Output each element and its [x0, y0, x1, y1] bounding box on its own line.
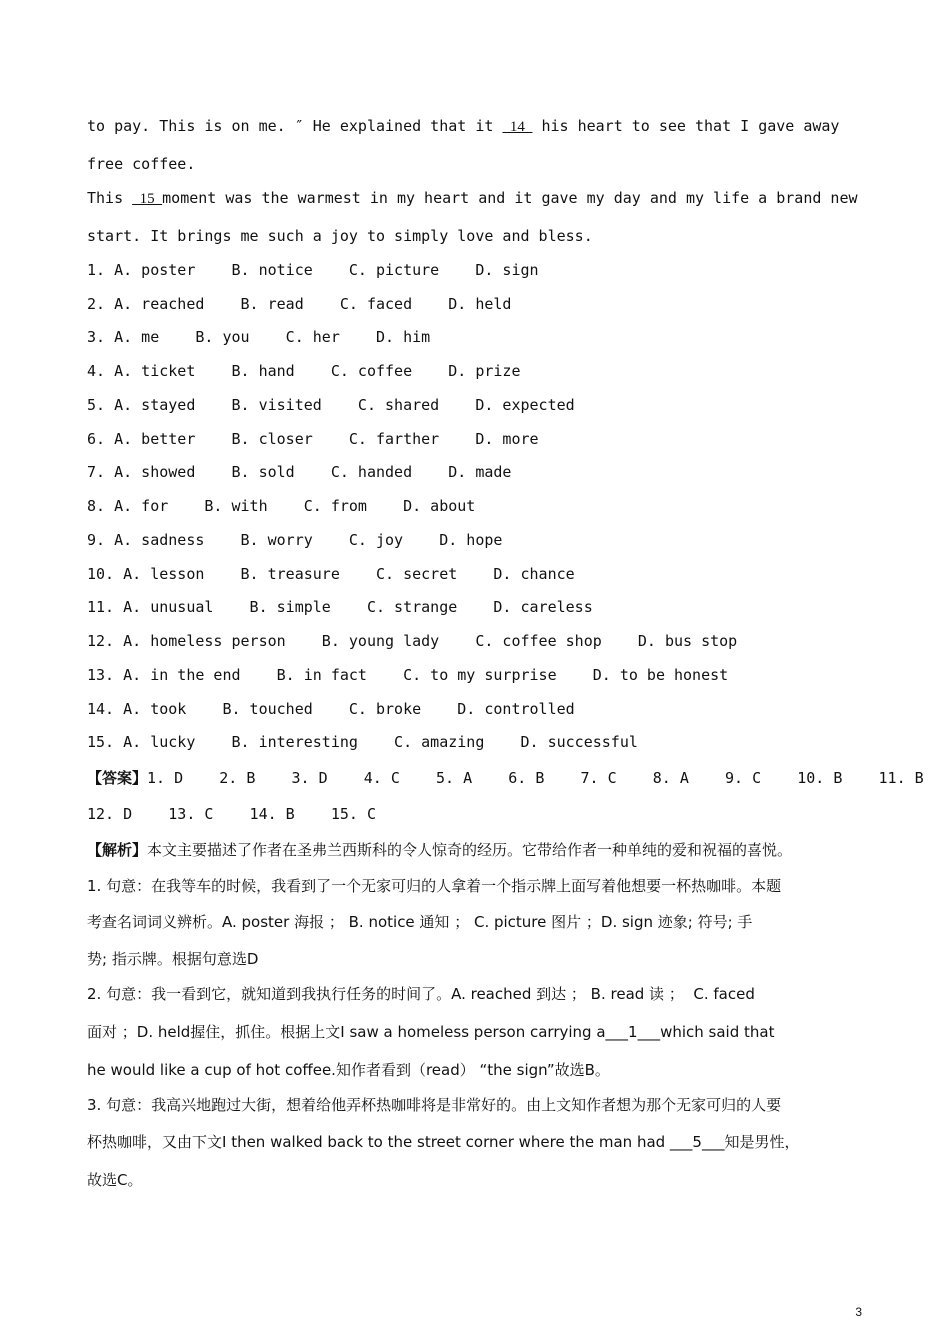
blank-15: 15: [132, 191, 163, 207]
option-row-2: 2. A. reached B. read C. faced D. held: [87, 295, 512, 313]
analysis-q2-line-3: he would like a cup of hot coffee.知作者看到（read） “the sign”故选B。: [87, 1061, 610, 1079]
passage-line-2: free coffee.: [87, 155, 196, 173]
option-row-13: 13. A. in the end B. in fact C. to my surprise D. to be honest: [87, 666, 729, 684]
answer-values-1: 1. D 2. B 3. D 4. C 5. A 6. B 7. C 8. A 9. C 10. B 11. B: [147, 769, 924, 787]
analysis-intro: [87, 839, 877, 860]
analysis-q3-line-3: 故选C。: [87, 1171, 143, 1189]
option-row-6: 6. A. better B. closer C. farther D. more: [87, 430, 539, 448]
option-row-7: 7. A. showed B. sold C. handed D. made: [87, 463, 512, 481]
option-row-4: 4. A. ticket B. hand C. coffee D. prize: [87, 362, 521, 380]
option-row-12: 12. A. homeless person B. young lady C. coffee shop D. bus stop: [87, 632, 738, 650]
option-row-3: 3. A. me B. you C. her D. him: [87, 328, 431, 346]
passage-line-4: start. It brings me such a joy to simply love and bless.: [87, 227, 593, 245]
passage-text: This: [87, 189, 133, 207]
option-row-15: 15. A. lucky B. interesting C. amazing D. successful: [87, 733, 638, 751]
page-number: 3: [855, 1305, 862, 1319]
passage-text: moment was the warmest in my heart and it gave my day and my life a brand new: [162, 189, 858, 207]
analysis-q3-line-2: 杯热咖啡，又由下文I then walked back to the street corner where the man had ___5___知是男性，: [87, 1133, 800, 1151]
option-row-8: 8. A. for B. with C. from D. about: [87, 497, 476, 515]
option-row-10: 10. A. lesson B. treasure C. secret D. chance: [87, 565, 575, 583]
analysis-q1-line-2: 考查名词词义辨析。A. poster 海报 ； B. notice 通知 ； C. picture 图片 ；D. sign 迹象; 符号; 手: [87, 913, 753, 931]
passage-text: his heart to see that I gave away: [532, 117, 840, 135]
answer-line-2: 12. D 13. C 14. B 15. C: [87, 805, 376, 823]
option-row-11: 11. A. unusual B. simple C. strange D. careless: [87, 598, 593, 616]
passage-line-3: [87, 189, 877, 208]
answer-label: 【答案】: [87, 769, 148, 787]
answer-line-1: [87, 767, 924, 788]
option-row-14: 14. A. took B. touched C. broke D. controlled: [87, 700, 575, 718]
analysis-q2-line-2: 面对 ；D. held握住，抓住。根据上文I saw a homeless person carrying a___1___which said that: [87, 1023, 775, 1041]
analysis-q1-line-3: 势; 指示牌。根据句意选D: [87, 950, 259, 968]
analysis-q1-line-1: 1. 句意：在我等车的时候，我看到了一个无家可归的人拿着一个指示牌上面写着他想要一杯热咖啡。本题: [87, 877, 782, 895]
analysis-label: 【解析】: [87, 841, 148, 859]
analysis-q3-line-1: 3. 句意：我高兴地跑过大街，想着给他弄杯热咖啡将是非常好的。由上文知作者想为那个无家可归的人要: [87, 1096, 782, 1114]
passage-text: to pay. This is on me. ″ He explained that it: [87, 117, 503, 135]
option-row-5: 5. A. stayed B. visited C. shared D. expected: [87, 396, 575, 414]
option-row-9: 9. A. sadness B. worry C. joy D. hope: [87, 531, 503, 549]
option-row-1: 1. A. poster B. notice C. picture D. sign: [87, 261, 539, 279]
analysis-intro-text: 本文主要描述了作者在圣弗兰西斯科的令人惊奇的经历。它带给作者一种单纯的爱和祝福的喜悦。: [147, 841, 793, 859]
analysis-q2-line-1: 2. 句意：我一看到它，就知道到我执行任务的时间了。A. reached 到达 ； B. read 读 ； C. faced: [87, 985, 755, 1003]
passage-line-1: [87, 117, 877, 136]
blank-14: 14: [502, 119, 533, 135]
